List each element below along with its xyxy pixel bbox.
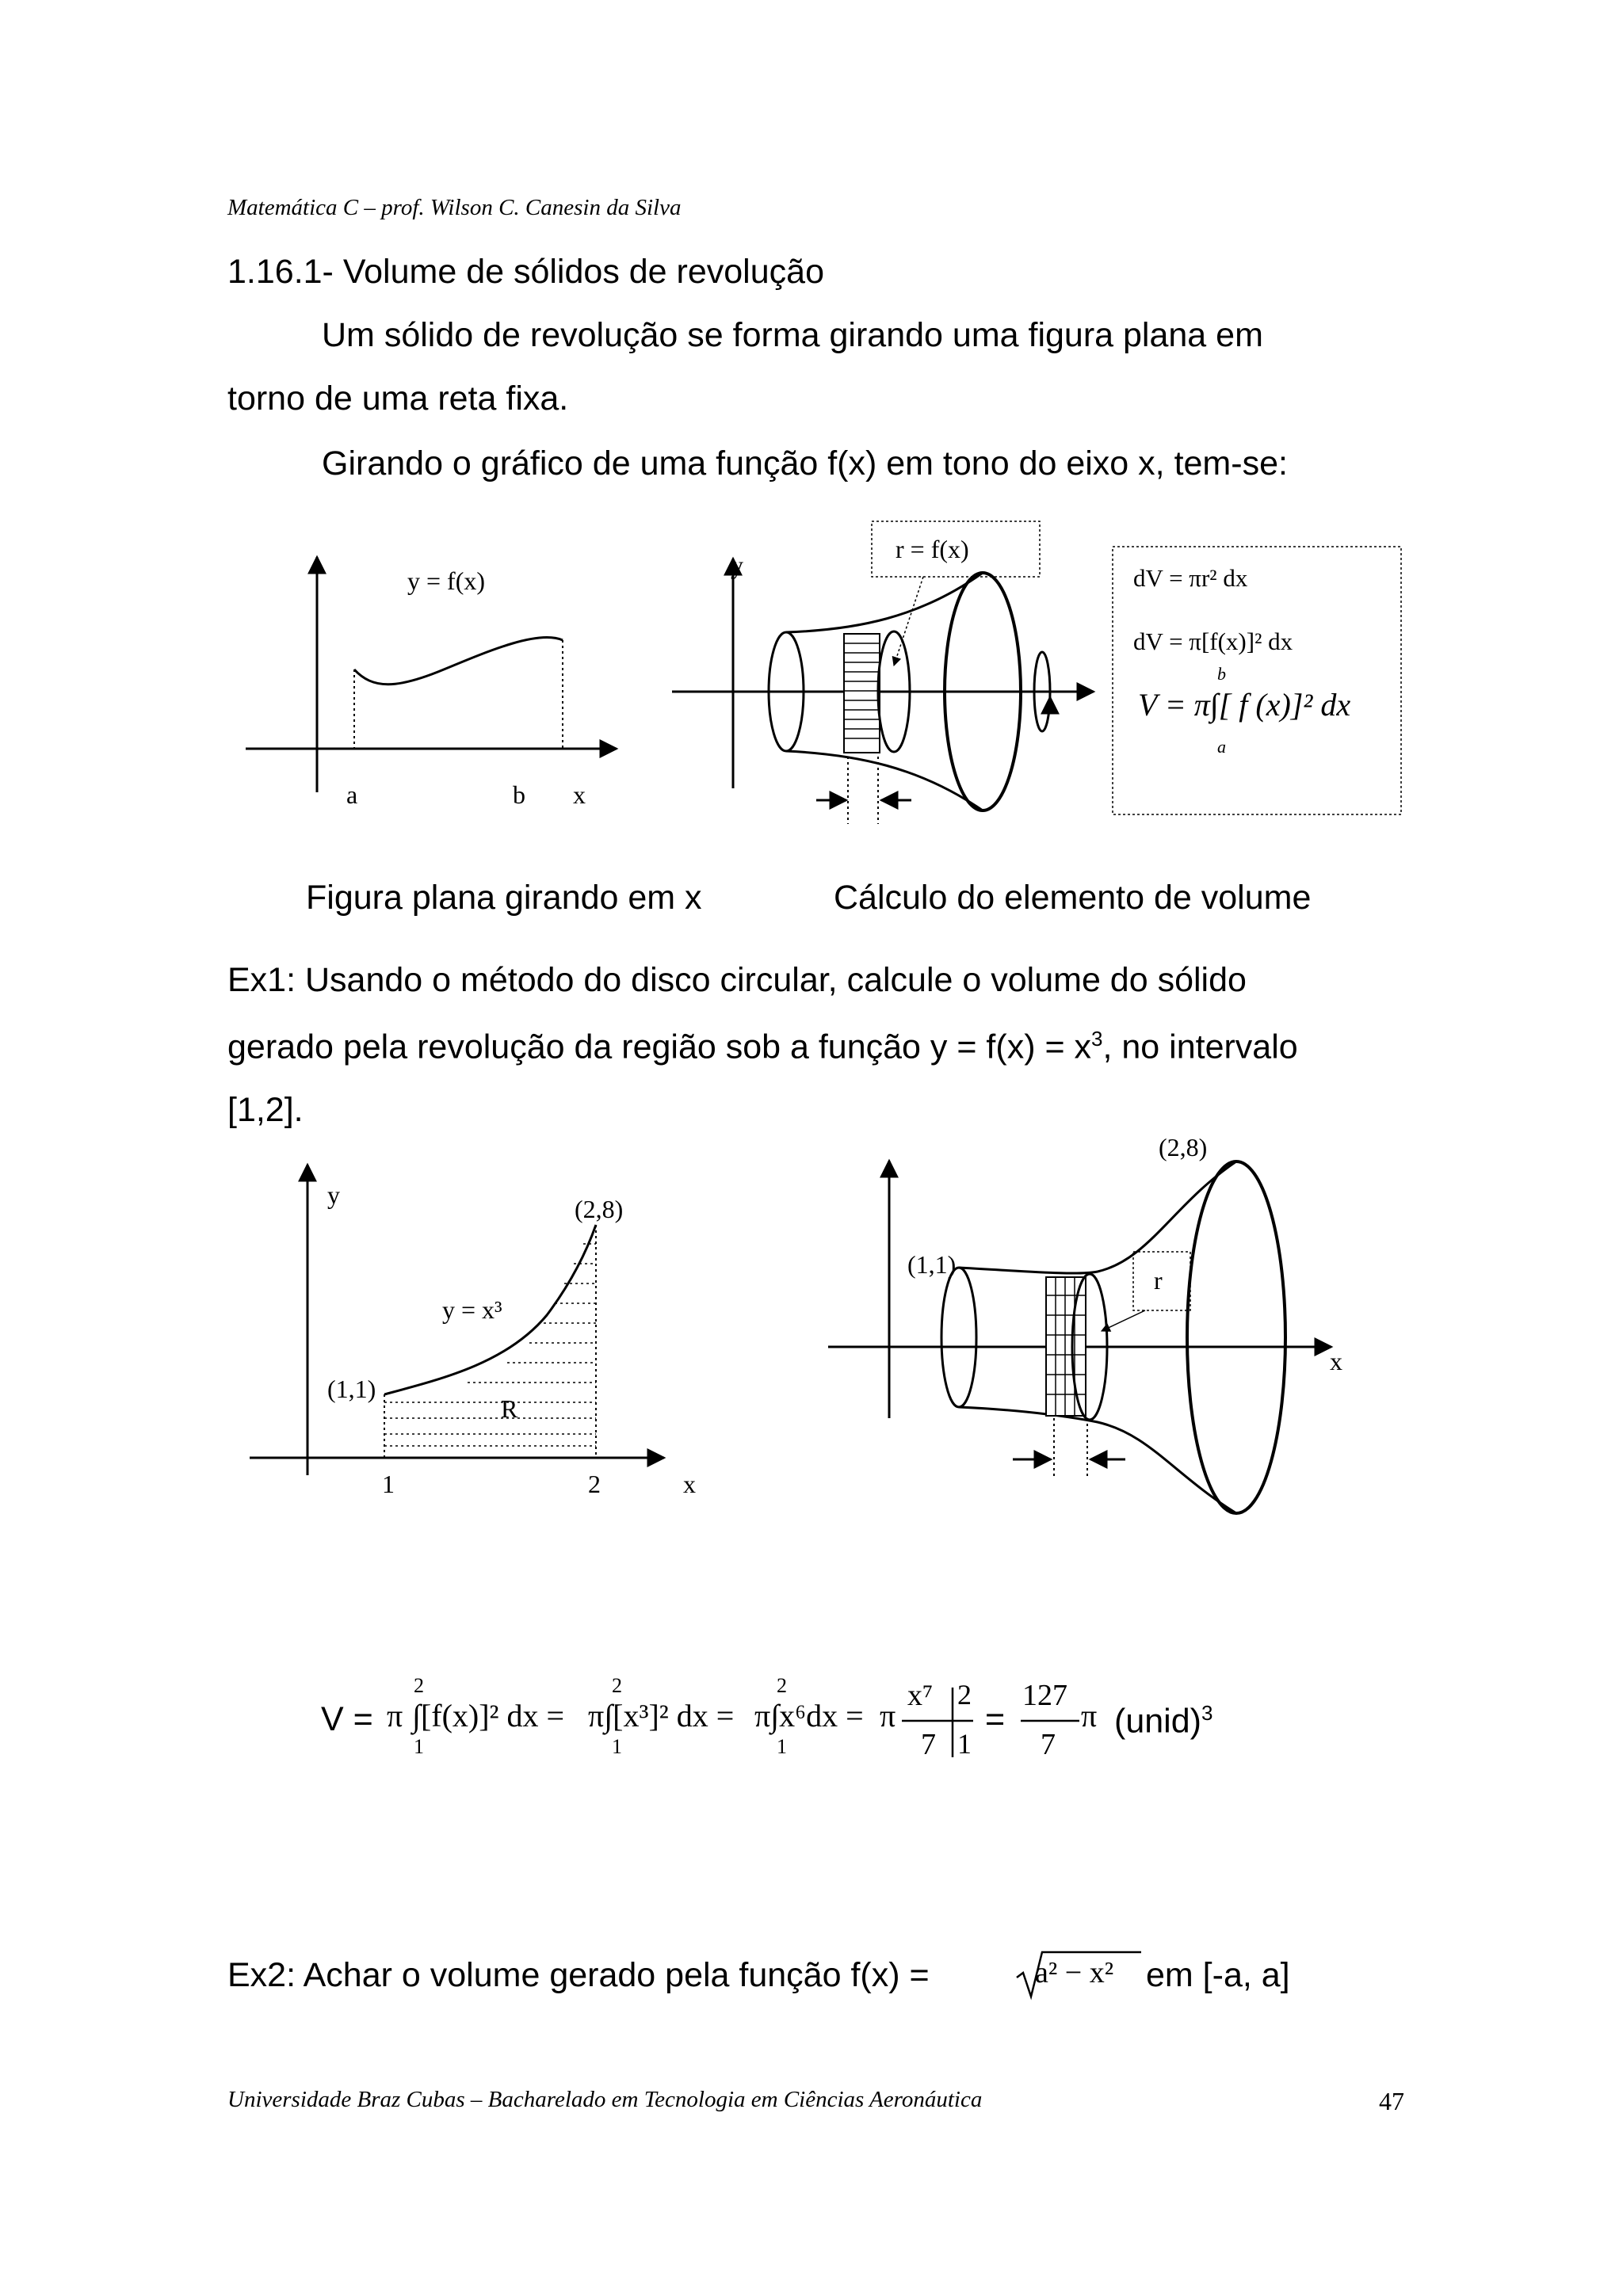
region-point-top: (2,8): [575, 1195, 624, 1223]
solid-point-left: (1,1): [907, 1250, 957, 1279]
curve-label: y = f(x): [407, 566, 486, 595]
solution-term-2: π∫[x³]² dx =: [588, 1698, 735, 1733]
tick-a: a: [346, 780, 358, 809]
solid-point-top: (2,8): [1159, 1133, 1208, 1161]
region-point-bottom: (1,1): [327, 1375, 376, 1403]
region-tick-2: 2: [588, 1470, 601, 1498]
solution-eval-upper: 2: [957, 1679, 972, 1711]
solution-result-pi: π: [1081, 1698, 1098, 1733]
formula-dv-f: dV = π[f(x)]² dx: [1133, 627, 1293, 655]
solution-upper-limit-2: 2: [612, 1674, 622, 1697]
solution-term-4-pi: π: [880, 1698, 896, 1733]
example-1-line-3: [1,2].: [227, 1091, 304, 1129]
footer-institution: Universidade Braz Cubas – Bacharelado em Tecnologia em Ciências Aeronáutica: [227, 2087, 983, 2112]
example-1-line-1: Ex1: Usando o método do disco circular, calcule o volume do sólido: [227, 961, 1247, 999]
example-2-text: Ex2: Achar o volume gerado pela função f(x) =: [227, 1956, 930, 1994]
integral-lower-limit: a: [1217, 737, 1226, 757]
solution-frac-den: 7: [921, 1728, 936, 1761]
solution-term-3: π∫x⁶dx =: [754, 1698, 864, 1733]
example-2-interval: em [-a, a]: [1146, 1956, 1290, 1994]
solution-result-num: 127: [1022, 1679, 1067, 1712]
solution-lower-limit-3: 1: [777, 1735, 787, 1758]
section-title: 1.16.1- Volume de sólidos de revolução: [227, 253, 824, 291]
example-2-radicand: a² − x²: [1035, 1956, 1114, 1989]
paragraph-1-line-1: Um sólido de revolução se forma girando uma figura plana em: [322, 316, 1263, 354]
solution-units: (unid)$^3$: [1114, 1701, 1213, 1741]
solution-term-1: ∫[f(x)]² dx =: [412, 1698, 565, 1733]
region-axis-y: y: [327, 1180, 340, 1209]
page-number: 47: [1379, 2087, 1404, 2115]
solution-result-den: 7: [1041, 1728, 1056, 1761]
axis-y-label: y: [731, 551, 743, 579]
solution-pi: π: [387, 1698, 403, 1733]
caption-volume-element: Cálculo do elemento de volume: [834, 879, 1312, 917]
formula-dv-r: dV = πr² dx: [1133, 564, 1248, 592]
solid-axis-x: x: [1330, 1347, 1342, 1375]
region-axis-x: x: [683, 1470, 696, 1498]
radius-label: r = f(x): [896, 535, 969, 563]
solution-equals: =: [985, 1700, 1006, 1738]
solution-lhs: V =: [321, 1700, 373, 1738]
example-1-line-2: gerado pela revolução da região sob a função $y = f(x) = x^3$, no intervalo: [227, 1027, 1298, 1066]
running-header: Matemática C – prof. Wilson C. Canesin da Silva: [227, 195, 682, 220]
solution-upper-limit-1: 2: [414, 1674, 424, 1697]
formula-volume-integral: V = π∫[ f (x)]² dx: [1138, 687, 1351, 723]
caption-figure-plane: Figura plana girando em x: [306, 879, 702, 917]
solution-eval-lower: 1: [957, 1728, 972, 1760]
solution-lower-limit-2: 1: [612, 1735, 622, 1758]
integral-upper-limit: b: [1217, 664, 1226, 684]
solution-frac-num: x⁷: [907, 1679, 934, 1712]
paragraph-2: Girando o gráfico de uma função f(x) em tono do eixo x, tem-se:: [322, 444, 1288, 482]
solid-graph: [828, 1161, 1331, 1513]
axis-x-label: x: [573, 780, 586, 809]
region-curve-label: y = x³: [442, 1295, 502, 1324]
region-label: R: [501, 1394, 518, 1423]
paragraph-1-line-2: torno de uma reta fixa.: [227, 379, 569, 418]
tick-b: b: [513, 780, 525, 809]
solution-lower-limit-1: 1: [414, 1735, 424, 1758]
solid-radius-label: r: [1154, 1266, 1163, 1295]
region-tick-1: 1: [382, 1470, 395, 1498]
solution-upper-limit-3: 2: [777, 1674, 787, 1697]
